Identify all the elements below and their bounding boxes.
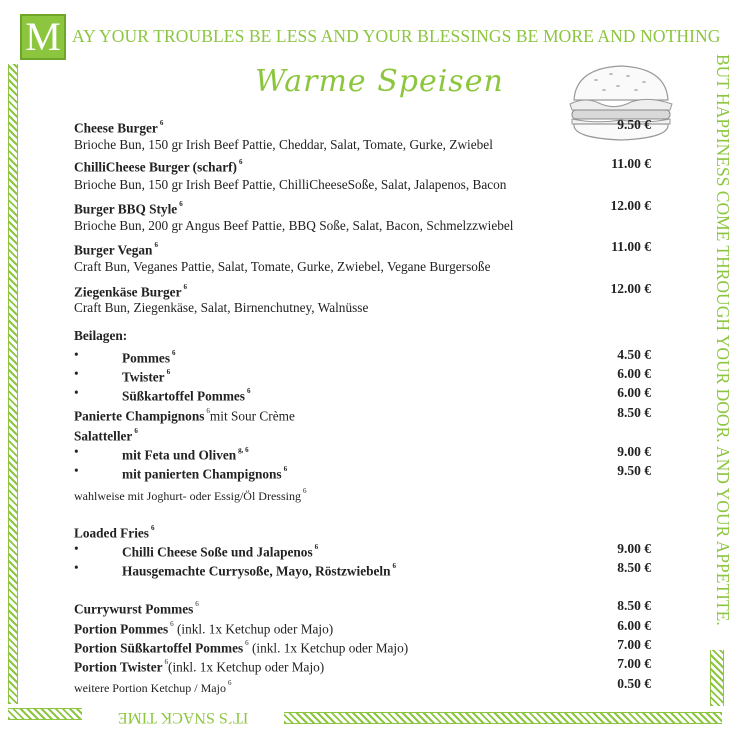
extra-item: Portion Pommes $^6$ (inkl. 1x Ketchup oder Majo) <box>74 620 334 637</box>
section-heading-loaded-fries: Loaded Fries $^6$ <box>74 524 155 541</box>
side-item-price: 6.00 € <box>617 366 651 381</box>
side-item-name: Pommes $^6$ <box>122 349 176 366</box>
menu-item-name: ChilliCheese Burger (scharf) $^6$ <box>74 158 243 175</box>
menu-item-name: Cheese Burger $^6$ <box>74 119 164 136</box>
right-banner <box>712 54 740 644</box>
bullet: • <box>74 444 79 459</box>
extra-ketchup-price: 0.50 € <box>617 676 651 691</box>
bullet: • <box>74 366 79 381</box>
loaded-item-name: Chilli Cheese Soße und Jalapenos $^6$ <box>122 543 319 560</box>
side-item-price: 6.00 € <box>617 385 651 400</box>
bottom-knot-border-left <box>8 708 82 720</box>
salad-item-name: mit panierten Champignons $^6$ <box>122 465 288 482</box>
extra-item: Currywurst Pommes $^6$ <box>74 600 199 617</box>
bottom-banner-text: IT´S SNACK TIME <box>117 709 249 726</box>
menu-title: Warme Speisen <box>255 64 504 99</box>
menu-item-name: Burger Vegan $^6$ <box>74 241 158 258</box>
salad-item-price: 9.00 € <box>617 444 651 459</box>
menu-item-description: Craft Bun, Veganes Pattie, Salat, Tomate, Gurke, Zwiebel, Vegane Burgersoße <box>74 259 491 274</box>
extra-item-price: 8.50 € <box>617 598 651 613</box>
bullet: • <box>74 463 79 478</box>
top-banner-text: AY YOUR TROUBLES BE LESS AND YOUR BLESSINGS BE MORE AND NOTHING <box>72 26 721 46</box>
menu-item-price: 12.00 € <box>610 198 651 213</box>
menu-item-name: Burger BBQ Style $^6$ <box>74 200 183 217</box>
menu-item-price: 11.00 € <box>611 156 651 171</box>
loaded-item-price: 9.00 € <box>617 541 651 556</box>
menu-item-name: Ziegenkäse Burger $^6$ <box>74 283 187 300</box>
loaded-item-name: Hausgemachte Currysoße, Mayo, Röstzwiebeln $^6$ <box>122 562 396 579</box>
bullet: • <box>74 347 79 362</box>
salad-dressing-note: wahlweise mit Joghurt- oder Essig/Öl Dressing $^6$ <box>74 487 307 503</box>
salad-item-name: mit Feta und Oliven $^{g, 6}$ <box>122 446 249 463</box>
menu-item-price: 11.00 € <box>611 239 651 254</box>
side-item-price: 4.50 € <box>617 347 651 362</box>
right-knot-border <box>710 650 724 706</box>
loaded-item-price: 8.50 € <box>617 560 651 575</box>
extra-item-price: 7.00 € <box>617 637 651 652</box>
bottom-knot-border-right <box>284 712 722 724</box>
section-heading-beilagen: Beilagen: <box>74 328 128 343</box>
extra-ketchup: weitere Portion Ketchup / Majo $^6$ <box>74 679 232 695</box>
section-heading-salatteller: Salatteller $^6$ <box>74 427 138 444</box>
side-item-name: Süßkartoffel Pommes $^6$ <box>122 387 251 404</box>
bullet: • <box>74 560 79 575</box>
salad-item-price: 9.50 € <box>617 463 651 478</box>
extra-item: Portion Süßkartoffel Pommes $^6$ (inkl. 1x Ketchup oder Majo) <box>74 639 409 656</box>
right-banner-text: BUT HAPPINESS COME THROUGH YOUR DOOR. AND YOUR APPETITE. <box>713 54 733 626</box>
menu-item-description: Craft Bun, Ziegenkäse, Salat, Birnenchutney, Walnüsse <box>74 300 369 315</box>
bullet: • <box>74 541 79 556</box>
menu-item-description: Brioche Bun, 150 gr Irish Beef Pattie, ChilliCheeseSoße, Salat, Jalapenos, Bacon <box>74 177 507 192</box>
drop-cap-initial: M <box>20 14 66 60</box>
left-knot-border <box>8 64 18 704</box>
bullet: • <box>74 385 79 400</box>
extra-item: Portion Twister $^6$(inkl. 1x Ketchup oder Majo) <box>74 658 325 675</box>
menu-item-price: 12.00 € <box>610 281 651 296</box>
menu-item-price: 9.50 € <box>617 117 651 132</box>
side-item-name: Twister $^6$ <box>122 368 171 385</box>
champignons-price: 8.50 € <box>617 405 651 420</box>
extra-item-price: 6.00 € <box>617 618 651 633</box>
champignons-line: Panierte Champignons $^6$mit Sour Crème <box>74 407 295 424</box>
extra-item-price: 7.00 € <box>617 656 651 671</box>
menu-item-description: Brioche Bun, 150 gr Irish Beef Pattie, Cheddar, Salat, Tomate, Gurke, Zwiebel <box>74 137 493 152</box>
menu-item-description: Brioche Bun, 200 gr Angus Beef Pattie, BBQ Soße, Salat, Bacon, Schmelzzwiebel <box>74 218 514 233</box>
